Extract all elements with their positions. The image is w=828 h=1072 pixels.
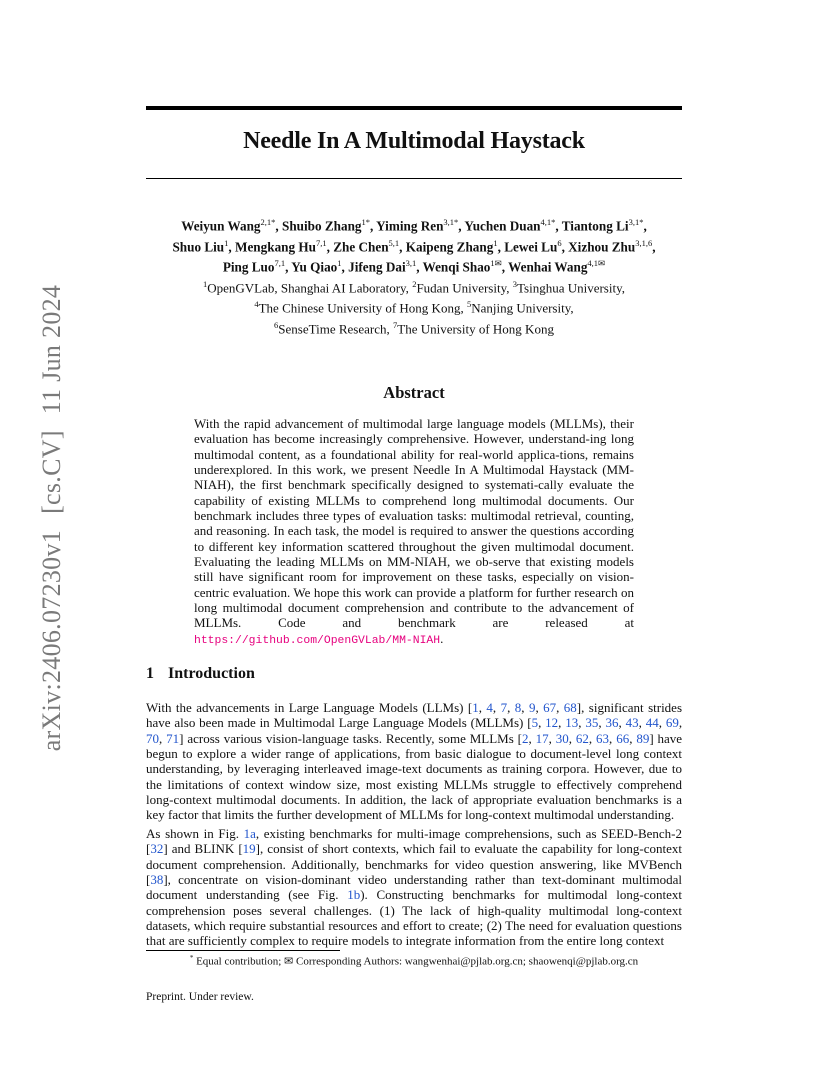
affiliations bbox=[146, 276, 682, 337]
section-title: Introduction bbox=[168, 665, 255, 682]
affiliation-line: $^1$OpenGVLab, Shanghai AI Laboratory, $^2$Fudan University, $^3$Tsinghua University, bbox=[203, 279, 625, 296]
intro-paragraph-2: As shown in Fig. 1a, existing benchmarks for multi-image comprehensions, such as SEED-Bench-2 [32] and BLINK [19], consist of short contexts, which fail to evaluate the capability for long-context document comprehension. Additionally, benchmarks for video question answering, like MVBench [38], concentrate on vision-dominant video understanding rather than text-dominant multimodal document understanding (see Fig. 1b). Constructing benchmarks for multimodal long-context comprehension poses several challenges. (1) The lack of high-quality multimodal long-context datasets, which require substantial resources and effort to create; (2) The need for evaluation questions that are sufficiently complex to require models to integrate information from the entire long context bbox=[146, 826, 683, 949]
author-list bbox=[146, 214, 682, 276]
arxiv-category: [cs.CV] bbox=[37, 430, 66, 514]
title-bottom-rule bbox=[146, 178, 682, 179]
author-line: Ping Luo$^{7,1}$, Yu Qiao$^1$, Jifeng Dai$^{3,1}$, Wenqi Shao$^{1✉}$, Wenhai Wang$^{4,1✉}$ bbox=[222, 258, 606, 275]
footnote: * Equal contribution; ✉ Corresponding Authors: wangwenhai@pjlab.org.cn; shaowenqi@pjlab.org.cn bbox=[189, 954, 639, 968]
affiliation-line: $^4$The Chinese University of Hong Kong, $^5$Nanjing University, bbox=[254, 299, 574, 316]
abstract-heading: Abstract bbox=[383, 383, 445, 402]
arxiv-id: arXiv:2406.07230v1 bbox=[37, 529, 66, 752]
author-line: Shuo Liu$^1$, Mengkang Hu$^{7,1}$, Zhe Chen$^{5,1}$, Kaipeng Zhang$^1$, Lewei Lu$^6$, Xizhou Zhu$^{3,1,6}$, bbox=[172, 237, 656, 255]
title-top-rule bbox=[146, 106, 682, 110]
arxiv-sidebar-stamp bbox=[37, 269, 67, 752]
abstract-text: With the rapid advancement of multimodal large language models (MLLMs), their evaluation has become increasingly comprehensive. However, understand-ing long multimodal content, as a foundational ability for real-world applica-tions, remains underexplored. In this work, we present Needle In A Multimodal Haystack (MM-NIAH), the first benchmark specifically designed to systemati-cally evaluate the capability of existing MLLMs to comprehend long multimodal documents. Our benchmark includes three types of evaluation tasks: multimodal retrieval, counting, and reasoning. In each task, the model is required to answer the questions according to different key information scattered throughout the given multimodal document. Evaluating the leading MLLMs on MM-NIAH, we ob-serve that existing models still have significant room for improvement on these tasks, especially on vision-centric evaluation. We hope this work can provide a platform for further research on long multimodal document comprehension and contribute to the advancement of MLLMs. Code and benchmark are released at bbox=[194, 416, 634, 631]
arxiv-date: 11 Jun 2024 bbox=[37, 284, 66, 415]
affiliation-line: $^6$SenseTime Research, $^7$The University of Hong Kong bbox=[274, 319, 554, 336]
author-line: Weiyun Wang$^{2,1*}$, Shuibo Zhang$^{1*}$, Yiming Ren$^{3,1*}$, Yuchen Duan$^{4,1*}$, Tiantong $Li^{3,1*}$, bbox=[181, 217, 647, 234]
paper-title: Needle In A Multimodal Haystack bbox=[243, 128, 585, 154]
section-heading bbox=[146, 665, 255, 683]
footnote-rule bbox=[146, 950, 340, 951]
abstract-body: With the rapid advancement of multimodal large language models (MLLMs), their evaluation has become increasingly comprehensive. However, understand-ing long multimodal content, as a foundational ability for real-world applica-tions, remains underexplored. In this work, we present Needle In A Multimodal Haystack (MM-NIAH), the first benchmark specifically designed to systemati-cally evaluate the capability of existing MLLMs to comprehend long multimodal documents. Our benchmark includes three types of evaluation tasks: multimodal retrieval, counting, and reasoning. In each task, the model is required to answer the questions according to different key information scattered throughout the given multimodal document. Evaluating the leading MLLMs on MM-NIAH, we ob-serve that existing models still have significant room for improvement on these tasks, especially on vision-centric evaluation. We hope this work can provide a platform for further research on long multimodal document comprehension and contribute to the advancement of MLLMs. Code and benchmark are released at https://github.com/OpenGVLab/MM-NIAH. bbox=[194, 416, 634, 647]
preprint-note: Preprint. Under review. bbox=[146, 991, 254, 1003]
code-link[interactable]: https://github.com/OpenGVLab/MM-NIAH bbox=[194, 634, 441, 647]
intro-paragraph-1: With the advancements in Large Language Models (LLMs) [1, 4, 7, 8, 9, 67, 68], significant strides have also been made in Multimodal Large Language Models (MLLMs) [5, 12, 13, 35, 36, 43, 44, 69, 70, 71] across various vision-language tasks. Recently, some MLLMs [2, 17, 30, 62, 63, 66, 89] have begun to explore a wider range of applications, from basic dialogue to document-level long context understanding, by leveraging interleaved image-text documents as training corpora. However, due to the limitations of context window size, most existing MLLMs struggle to effectively comprehend long-context multimodal documents. In addition, the lack of appropriate evaluation benchmarks is a key factor that limits the further development of MLLMs for long-context multimodal understanding. bbox=[146, 700, 683, 823]
section-number: 1 bbox=[146, 665, 154, 682]
